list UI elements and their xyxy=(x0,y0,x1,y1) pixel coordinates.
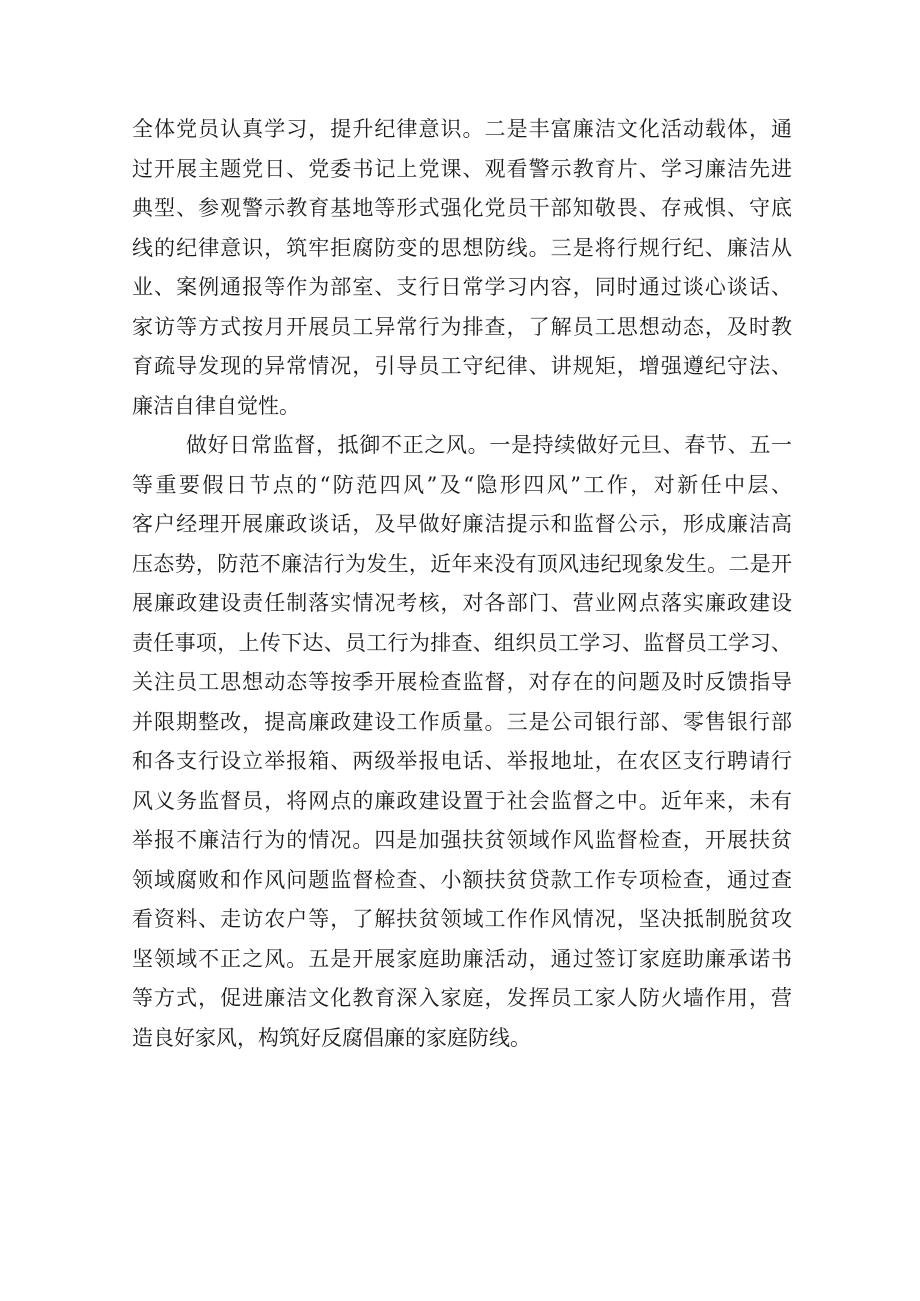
text-line: 看资料、走访农户等，了解扶贫领域工作作风情况，坚决抵制脱贫攻 xyxy=(132,907,792,931)
text-line: 和各支行设立举报箱、两级举报电话、举报地址，在农区支行聘请行 xyxy=(132,749,792,773)
text-line: 风义务监督员，将网点的廉政建设置于社会监督之中。近年来，未有 xyxy=(132,788,792,813)
text-line: 廉洁自律自觉性。 xyxy=(132,393,300,418)
text-line: 客户经理开展廉政谈话，及早做好廉洁提示和监督公示，形成廉洁高 xyxy=(132,512,792,536)
text-line: 压态势，防范不廉洁行为发生，近年来没有顶风违纪现象发生。二是开 xyxy=(132,551,792,576)
paragraph-discipline-education xyxy=(132,110,792,426)
text-line: 坚领域不正之风。五是开展家庭助廉活动，通过签订家庭助廉承诺书 xyxy=(132,946,792,971)
text-line: 责任事项，上传下达、员工行为排查、组织员工学习、监督员工学习、 xyxy=(132,630,792,655)
text-line: 造良好家风，构筑好反腐倡廉的家庭防线。 xyxy=(132,1025,531,1050)
text-line: 典型、参观警示教育基地等形式强化党员干部知敬畏、存戒惧、守底 xyxy=(132,196,792,220)
paragraph-daily-supervision xyxy=(132,426,792,1058)
text-line: 关注员工思想动态等按季开展检查监督，对存在的问题及时反馈指导 xyxy=(132,670,792,694)
text-line: 业、案例通报等作为部室、支行日常学习内容，同时通过谈心谈话、 xyxy=(132,275,792,299)
text-line: 领域腐败和作风问题监督检查、小额扶贫贷款工作专项检查，通过查 xyxy=(132,867,792,892)
text-line: 育疏导发现的异常情况，引导员工守纪律、讲规矩，增强遵纪守法、 xyxy=(132,354,792,378)
text-line: 并限期整改，提高廉政建设工作质量。三是公司银行部、零售银行部 xyxy=(132,709,792,734)
text-line: 等重要假日节点的“防范四风”及“隐形四风”工作，对新任中层、 xyxy=(132,472,792,497)
text-line: 过开展主题党日、党委书记上党课、观看警示教育片、学习廉洁先进 xyxy=(132,156,792,181)
text-line: 全体党员认真学习，提升纪律意识。二是丰富廉洁文化活动载体，通 xyxy=(132,117,792,141)
text-line: 等方式，促进廉洁文化教育深入家庭，发挥员工家人防火墙作用，营 xyxy=(132,986,792,1010)
text-line: 家访等方式按月开展员工异常行为排查，了解员工思想动态，及时教 xyxy=(132,314,792,339)
document-body xyxy=(132,110,792,1058)
text-line: 举报不廉洁行为的情况。四是加强扶贫领域作风监督检查，开展扶贫 xyxy=(132,828,792,852)
text-line: 线的纪律意识，筑牢拒腐防变的思想防线。三是将行规行纪、廉洁从 xyxy=(132,235,792,260)
text-line: 展廉政建设责任制落实情况考核，对各部门、营业网点落实廉政建设 xyxy=(132,591,792,615)
text-line: 做好日常监督，抵御不正之风。一是持续做好元旦、春节、五一 xyxy=(186,433,792,457)
